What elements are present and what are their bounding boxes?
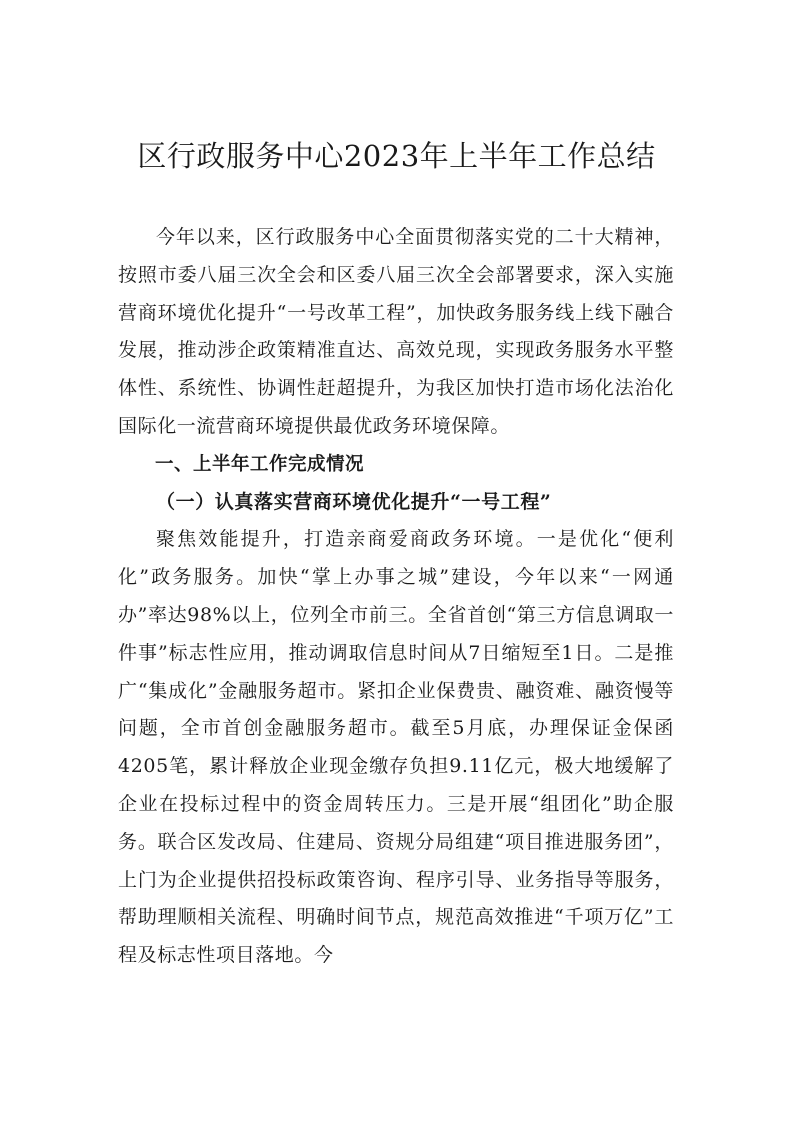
subsection-1-paragraph: 聚焦效能提升，打造亲商爱商政务环境。一是优化“便利化”政务服务。加快“掌上办事之城”建设，今年以来“一网通办”率达98%以上，位列全市前三。全省首创“第三方信息调取一件事”标志性应用，推动调取信息时间从7日缩短至1日。二是推广“集成化”金融服务超市。紧扣企业保费贵、融资难、融资慢等问题，全市首创金融服务超市。截至5月底，办理保证金保函4205笔，累计释放企业现金缴存负担9.11亿元，极大地缓解了企业在投标过程中的资金周转压力。三是开展“组团化”助企服务。联合区发改局、住建局、资规分局组建“项目推进服务团”，上门为企业提供招投标政策咨询、程序引导、业务指导等服务，帮助理顺相关流程、明确时间节点，规范高效推进“千项万亿”工程及标志性项目落地。今	[118, 528, 674, 967]
section-heading-1: 一、上半年工作完成情况	[155, 453, 365, 475]
document-title: 区行政服务中心2023年上半年工作总结	[137, 139, 656, 173]
document-body	[118, 219, 674, 975]
subsection-heading-1: （一）认真落实营商环境优化提升“一号工程”	[156, 490, 552, 513]
intro-paragraph: 今年以来，区行政服务中心全面贯彻落实党的二十大精神，按照市委八届三次全会和区委八届三次全会部署要求，深入实施营商环境优化提升“一号改革工程”，加快政务服务线上线下融合发展，推动涉企政策精准直达、高效兑现，实现政务服务水平整体性、系统性、协调性赶超提升，为我区加快打造市场化法治化国际化一流营商环境提供最优政务环境保障。	[118, 226, 674, 437]
